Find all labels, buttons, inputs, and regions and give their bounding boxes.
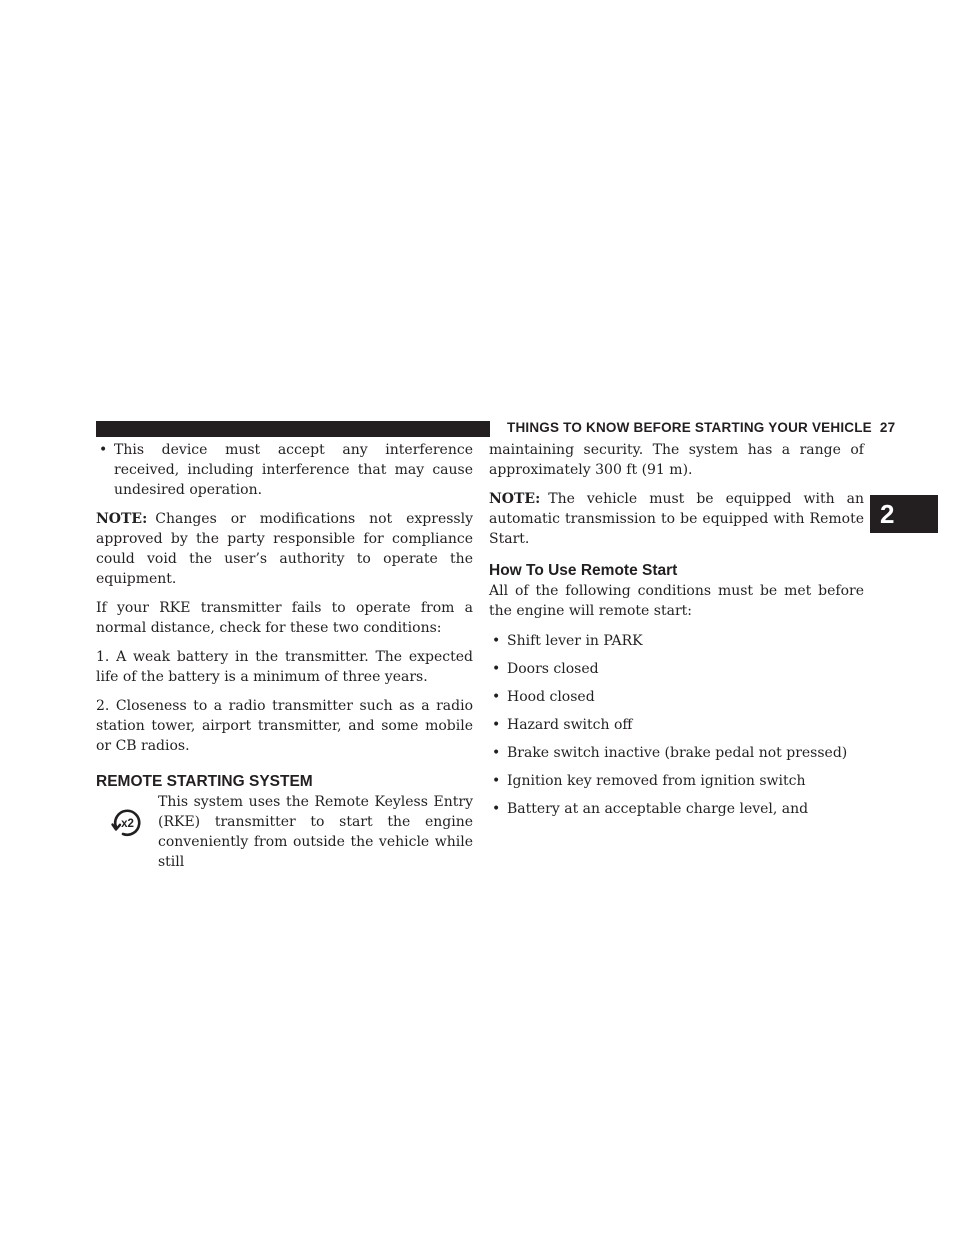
bullet-icon: • <box>492 661 501 677</box>
chapter-tab: 2 <box>870 495 938 533</box>
bullet-icon: • <box>492 773 501 789</box>
right-column <box>489 440 864 827</box>
note-label: NOTE: <box>96 511 148 527</box>
list-item <box>489 743 864 763</box>
list-item <box>489 771 864 791</box>
list-item <box>489 631 864 651</box>
bullet-text: This device must accept any interference received, including interference that may cause undesired operation. <box>114 442 473 498</box>
paragraph: If your RKE transmitter fails to operate from a normal distance, check for these two conditions: <box>96 600 473 636</box>
list-item-text: Hazard switch off <box>507 717 633 733</box>
header-rule <box>96 421 490 437</box>
remote-start-icon <box>110 806 144 840</box>
list-item-text: Doors closed <box>507 661 599 677</box>
note-paragraph <box>489 489 864 549</box>
list-item-text: Battery at an acceptable charge level, and <box>507 801 809 817</box>
paragraph: All of the following conditions must be met before the engine will remote start: <box>489 583 864 619</box>
paragraph: 2. Closeness to a radio transmitter such as a radio station tower, airport transmitter, and some mobile or CB radios. <box>96 698 473 754</box>
running-header <box>507 419 895 437</box>
list-item <box>489 659 864 679</box>
section-title: REMOTE STARTING SYSTEM <box>96 773 313 790</box>
note-text: Changes or modifications not expressly approved by the party responsible for compliance could void the user’s authority to operate the equipment. <box>96 511 473 587</box>
note-text: The vehicle must be equipped with an automatic transmission to be equipped with Remote Start. <box>489 491 864 547</box>
list-item <box>489 799 864 819</box>
bullet-icon: • <box>492 801 501 817</box>
subsection-title: How To Use Remote Start <box>489 562 678 579</box>
list-item-text: Shift lever in PARK <box>507 633 643 649</box>
note-paragraph <box>96 509 473 589</box>
paragraph: 1. A weak battery in the transmitter. The expected life of the battery is a minimum of three years. <box>96 649 473 685</box>
list-item-text: Hood closed <box>507 689 595 705</box>
conditions-list <box>489 631 864 819</box>
bullet-icon: • <box>492 745 501 761</box>
header-title: THINGS TO KNOW BEFORE STARTING YOUR VEHICLE <box>507 420 872 435</box>
left-column <box>96 440 473 872</box>
bullet-icon: • <box>492 689 501 705</box>
list-item <box>489 715 864 735</box>
list-item-text: Brake switch inactive (brake pedal not pressed) <box>507 745 848 761</box>
paragraph: maintaining security. The system has a range of approximately 300 ft (91 m). <box>489 442 864 478</box>
remote-start-block <box>96 792 473 872</box>
page-number: 27 <box>879 420 896 435</box>
bullet-icon: • <box>99 442 108 458</box>
list-item-text: Ignition key removed from ignition switch <box>507 773 806 789</box>
bullet-icon: • <box>492 717 501 733</box>
bullet-icon: • <box>492 633 501 649</box>
remote-start-icon-label: x2 <box>121 818 134 830</box>
note-label: NOTE: <box>489 491 541 507</box>
list-item <box>489 687 864 707</box>
list-item <box>96 440 473 500</box>
section-text: This system uses the Remote Keyless Entry (RKE) transmitter to start the engine conveniently from outside the vehicle while still <box>158 794 473 870</box>
